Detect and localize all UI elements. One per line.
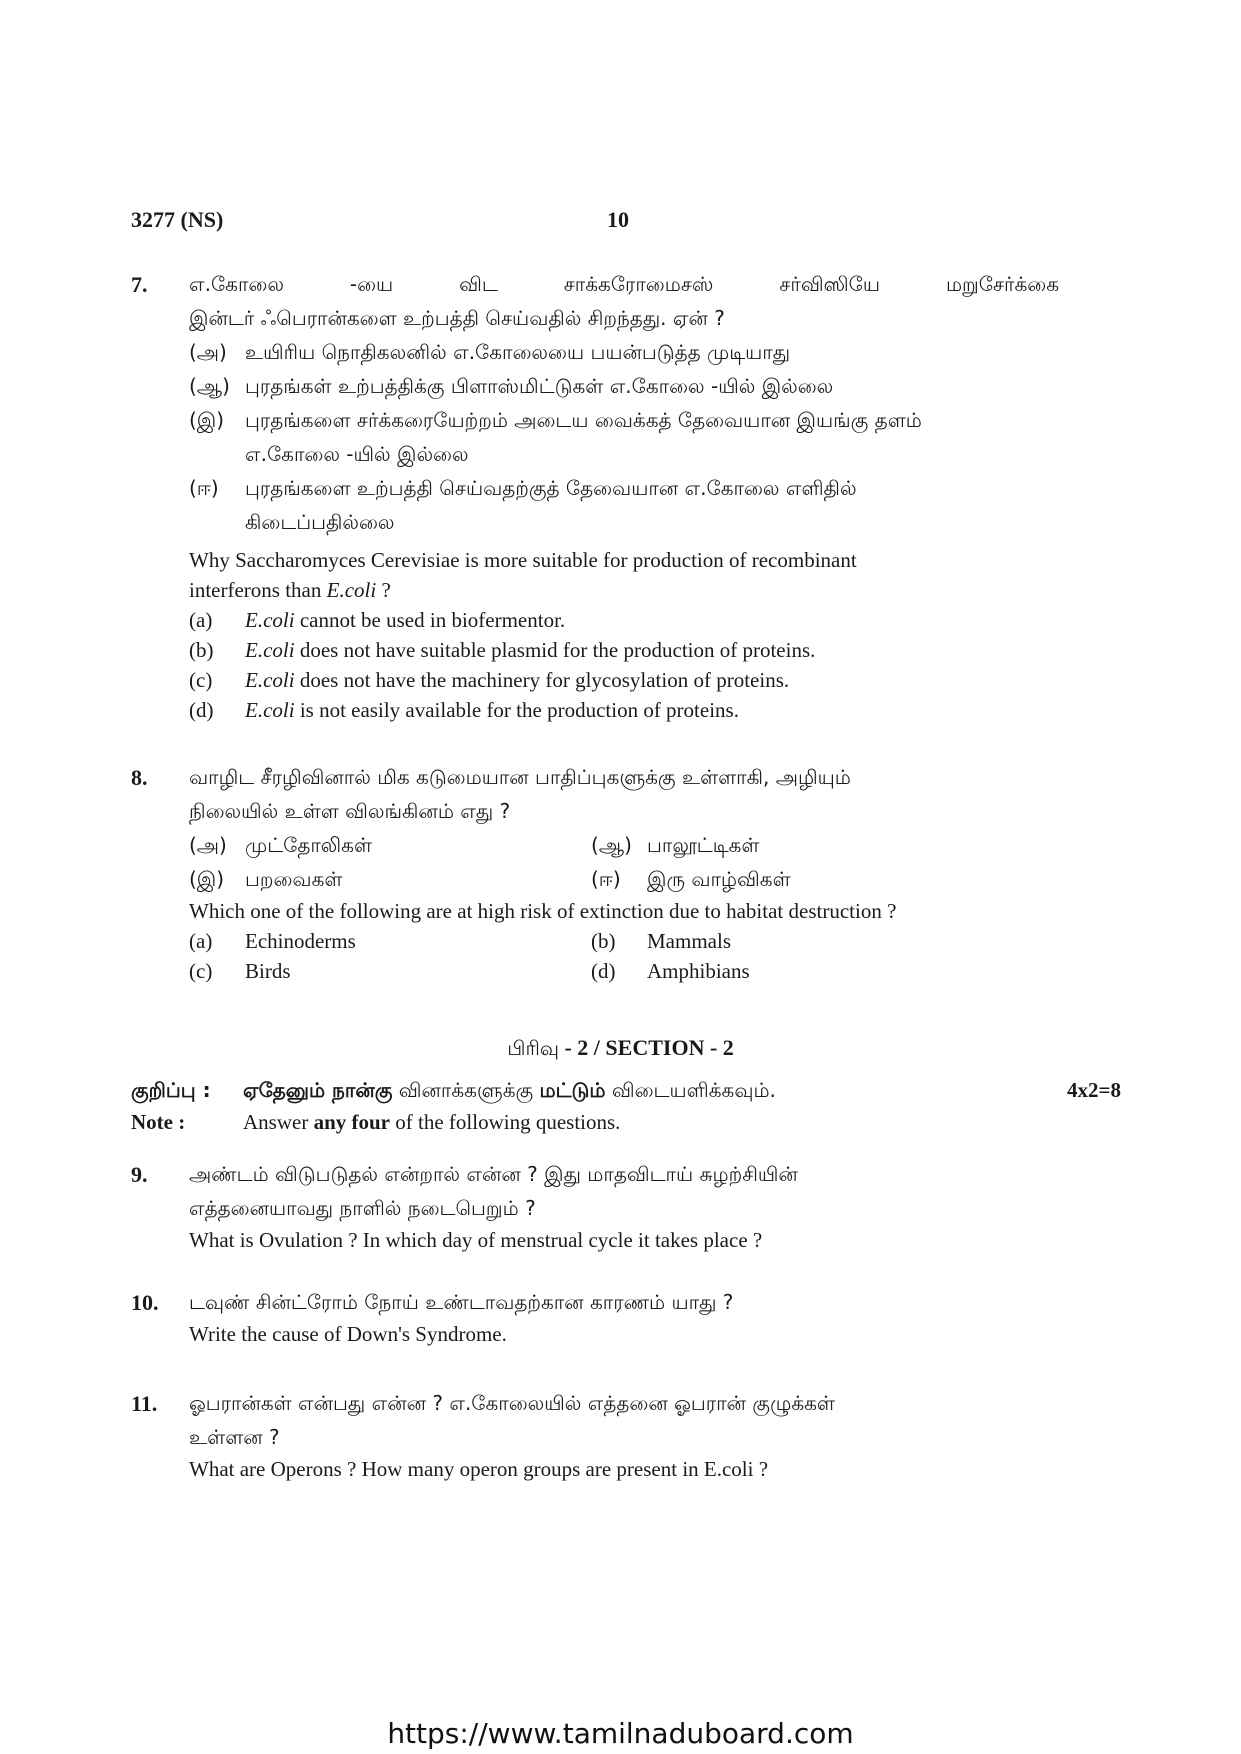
question-number: 10. (131, 1290, 159, 1315)
english-option-c: (c) E.coli does not have the machinery for glycosylation of proteins. (189, 668, 790, 692)
english-option-b: (b) E.coli does not have suitable plasmid for the production of proteins. (189, 638, 816, 662)
question-number: 11. (131, 1391, 158, 1416)
english-option-d: (d) Amphibians (591, 959, 750, 983)
question-tamil-line-1: ஓபரான்கள் என்பது என்ன ? எ.கோலையில் எத்தனை ஓபரான் குழுக்கள் (189, 1391, 835, 1415)
question-tamil-line-2: இன்டர் ஃபெரான்களை உற்பத்தி செய்வதில் சிறந்தது. ஏன் ? (189, 306, 725, 330)
tamil-option-c: (இ) பறவைகள் (189, 867, 343, 891)
question-10 (131, 1285, 1061, 1349)
question-tamil-line-1: வாழிட சீரழிவினால் மிக கடுமையான பாதிப்புகளுக்கு உள்ளாகி, அழியும் (189, 765, 851, 789)
note-tamil: குறிப்பு : ஏதேனும் நான்கு வினாக்களுக்கு மட்டும் விடையளிக்கவும். 4x2=8 (131, 1073, 1121, 1107)
question-7 (131, 267, 1061, 725)
question-tamil-line-2: உள்ளன ? (189, 1425, 280, 1449)
question-tamil-line-2: எத்தனையாவது நாளில் நடைபெறும் ? (189, 1196, 536, 1220)
question-9 (131, 1157, 1061, 1255)
tamil-option-d: (ஈ) புரதங்களை உற்பத்தி செய்வதற்குத் தேவையான எ.கோலை எளிதில் கிடைப்பதில்லை (189, 476, 857, 534)
question-english: Which one of the following are at high risk of extinction due to habitat destruction ? (189, 899, 897, 923)
english-options (189, 926, 1061, 986)
question-8 (131, 760, 1061, 986)
question-tamil-line-2: நிலையில் உள்ள விலங்கினம் எது ? (189, 799, 511, 823)
tamil-option-a: (அ) முட்தோலிகள் (189, 833, 373, 857)
note-english: Note : Answer any four of the following questions. (131, 1110, 621, 1134)
question-english: What are Operons ? How many operon groups are present in E.coli ? (189, 1457, 769, 1481)
question-english: Why Saccharomyces Cerevisiae is more suitable for production of recombinant interferons than E.coli ? (189, 548, 857, 602)
question-english: What is Ovulation ? In which day of menstrual cycle it takes place ? (189, 1228, 763, 1252)
footer-url: https://www.tamilnaduboard.com (387, 1717, 854, 1750)
english-option-d: (d) E.coli is not easily available for the production of proteins. (189, 698, 739, 722)
tamil-option-b: (ஆ) புரதங்கள் உற்பத்திக்கு பிளாஸ்மிட்டுகள் எ.கோலை -யில் இல்லை (189, 374, 834, 398)
question-number: 7. (131, 272, 148, 297)
page-header (131, 207, 1111, 237)
question-tamil-line-1: எ.கோலை -யை விட சாக்கரோமைசஸ் சர்விஸியே மறுசேர்க்கை (189, 272, 1059, 296)
english-option-b: (b) Mammals (591, 929, 731, 953)
page-number: 10 (607, 207, 629, 232)
english-option-c: (c) Birds (189, 959, 291, 983)
question-tamil: டவுண் சின்ட்ரோம் நோய் உண்டாவதற்கான காரணம் யாது ? (189, 1290, 734, 1314)
tamil-option-b: (ஆ) பாலூட்டிகள் (591, 833, 760, 857)
tamil-options (189, 828, 1061, 896)
question-number: 9. (131, 1162, 148, 1187)
question-english: Write the cause of Down's Syndrome. (189, 1322, 507, 1346)
question-number: 8. (131, 765, 148, 790)
question-11 (131, 1386, 1061, 1484)
tamil-option-a: (அ) உயிரிய நொதிகலனில் எ.கோலையை பயன்படுத்த முடியாது (189, 340, 791, 364)
paper-code: 3277 (NS) (131, 207, 224, 232)
tamil-option-c: (இ) புரதங்களை சர்க்கரையேற்றம் அடைய வைக்கத் தேவையான இயங்கு தளம் எ.கோலை -யில் இல்லை (189, 408, 922, 466)
english-option-a: (a) Echinoderms (189, 929, 356, 953)
marks: 4x2=8 (1067, 1078, 1121, 1102)
section-note (131, 1073, 1121, 1137)
section-heading: பிரிவு - 2 / SECTION - 2 (507, 1035, 734, 1060)
question-tamil-line-1: அண்டம் விடுபடுதல் என்றால் என்ன ? இது மாதவிடாய் சுழற்சியின் (189, 1162, 798, 1186)
tamil-option-d: (ஈ) இரு வாழ்விகள் (591, 867, 791, 891)
english-option-a: (a) E.coli cannot be used in biofermentor. (189, 608, 566, 632)
